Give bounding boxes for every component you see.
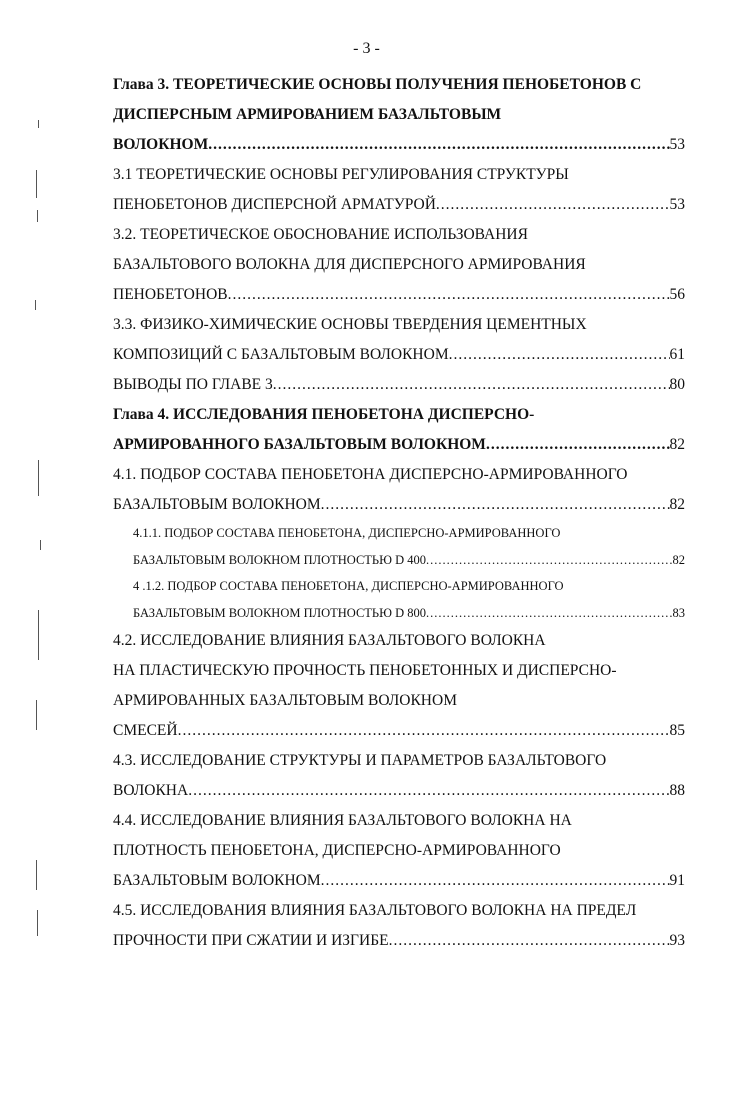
toc-last-line — [133, 600, 685, 627]
toc-entry-3-1 — [113, 160, 685, 220]
toc-line: БАЗАЛЬТОВОГО ВОЛОКНА ДЛЯ ДИСПЕРСНОГО АРМИРОВАНИЯ — [113, 256, 586, 273]
toc-text: ВОЛОКНОМ — [113, 136, 209, 153]
toc-line: 4.5. ИССЛЕДОВАНИЯ ВЛИЯНИЯ БАЗАЛЬТОВОГО ВОЛОКНА НА ПРЕДЕЛ — [113, 902, 637, 919]
toc-page-number: 88 — [669, 782, 685, 799]
toc-page-number: 85 — [669, 722, 685, 739]
dot-leader — [321, 490, 670, 520]
toc-last-line — [113, 190, 685, 220]
toc-page-number: 80 — [669, 376, 685, 393]
dot-leader — [426, 600, 673, 627]
table-of-contents — [113, 70, 685, 956]
toc-entry-4-1-1 — [113, 520, 685, 573]
dot-leader — [389, 926, 670, 956]
dot-leader — [208, 130, 669, 160]
toc-text: ВЫВОДЫ ПО ГЛАВЕ 3 — [113, 376, 273, 393]
dot-leader — [486, 430, 670, 460]
dot-leader — [273, 370, 670, 400]
toc-last-line — [113, 926, 685, 956]
dot-leader — [321, 866, 670, 896]
toc-last-line — [113, 490, 685, 520]
toc-text: АРМИРОВАННОГО БАЗАЛЬТОВЫМ ВОЛОКНОМ — [113, 436, 486, 453]
toc-last-line — [113, 430, 685, 460]
toc-line: 4.4. ИССЛЕДОВАНИЕ ВЛИЯНИЯ БАЗАЛЬТОВОГО ВОЛОКНА НА — [113, 812, 572, 829]
toc-page-number: 56 — [669, 286, 685, 303]
toc-text: СМЕСЕЙ — [113, 722, 178, 739]
toc-text: БАЗАЛЬТОВЫМ ВОЛОКНОМ ПЛОТНОСТЬЮ D 400 — [133, 552, 426, 567]
toc-entry-conclusions-3 — [113, 370, 685, 400]
toc-last-line — [113, 340, 685, 370]
toc-line: 3.1 ТЕОРЕТИЧЕСКИЕ ОСНОВЫ РЕГУЛИРОВАНИЯ СТРУКТУРЫ — [113, 166, 569, 183]
toc-last-line — [113, 370, 685, 400]
toc-entry-3-3 — [113, 310, 685, 370]
toc-line: 4.2. ИССЛЕДОВАНИЕ ВЛИЯНИЯ БАЗАЛЬТОВОГО ВОЛОКНА — [113, 632, 546, 649]
toc-line: АРМИРОВАННЫХ БАЗАЛЬТОВЫМ ВОЛОКНОМ — [113, 692, 457, 709]
toc-entry-chapter-4 — [113, 400, 685, 460]
toc-last-line — [133, 547, 685, 574]
toc-page-number: 53 — [669, 136, 685, 153]
dot-leader — [449, 340, 670, 370]
toc-entry-4-1 — [113, 460, 685, 520]
toc-text: ПРОЧНОСТИ ПРИ СЖАТИИ И ИЗГИБЕ — [113, 932, 389, 949]
dot-leader — [426, 547, 673, 574]
toc-last-line — [113, 130, 685, 160]
toc-text: БАЗАЛЬТОВЫМ ВОЛОКНОМ ПЛОТНОСТЬЮ D 800 — [133, 605, 426, 620]
toc-entry-3-2 — [113, 220, 685, 310]
toc-line: ДИСПЕРСНЫМ АРМИРОВАНИЕМ БАЗАЛЬТОВЫМ — [113, 106, 502, 123]
toc-line: 4.1. ПОДБОР СОСТАВА ПЕНОБЕТОНА ДИСПЕРСНО-АРМИРОВАННОГО — [113, 466, 628, 483]
toc-page-number: 91 — [669, 872, 685, 889]
toc-page-number: 82 — [669, 496, 685, 513]
toc-page-number: 93 — [669, 932, 685, 949]
toc-page-number: 82 — [672, 552, 685, 567]
dot-leader — [228, 280, 670, 310]
toc-page-number: 82 — [669, 436, 685, 453]
toc-line: 4.3. ИССЛЕДОВАНИЕ СТРУКТУРЫ И ПАРАМЕТРОВ БАЗАЛЬТОВОГО — [113, 752, 607, 769]
toc-line: Глава 3. ТЕОРЕТИЧЕСКИЕ ОСНОВЫ ПОЛУЧЕНИЯ ПЕНОБЕТОНОВ С — [113, 76, 642, 93]
toc-last-line — [113, 280, 685, 310]
toc-text: ПЕНОБЕТОНОВ — [113, 286, 228, 303]
toc-last-line — [113, 866, 685, 896]
toc-entry-4-2 — [113, 626, 685, 746]
dot-leader — [436, 190, 670, 220]
toc-entry-4-4 — [113, 806, 685, 896]
toc-text: БАЗАЛЬТОВЫМ ВОЛОКНОМ — [113, 872, 321, 889]
toc-entry-4-5 — [113, 896, 685, 956]
toc-line: Глава 4. ИССЛЕДОВАНИЯ ПЕНОБЕТОНА ДИСПЕРСНО- — [113, 406, 535, 423]
toc-text: БАЗАЛЬТОВЫМ ВОЛОКНОМ — [113, 496, 321, 513]
toc-page-number: 61 — [669, 346, 685, 363]
dot-leader — [178, 716, 670, 746]
toc-line: НА ПЛАСТИЧЕСКУЮ ПРОЧНОСТЬ ПЕНОБЕТОННЫХ И ДИСПЕРСНО- — [113, 662, 617, 679]
toc-text: ВОЛОКНА — [113, 782, 189, 799]
toc-text: ПЕНОБЕТОНОВ ДИСПЕРСНОЙ АРМАТУРОЙ — [113, 196, 436, 213]
toc-line: 4 .1.2. ПОДБОР СОСТАВА ПЕНОБЕТОНА, ДИСПЕРСНО-АРМИРОВАННОГО — [133, 579, 564, 593]
toc-line: 4.1.1. ПОДБОР СОСТАВА ПЕНОБЕТОНА, ДИСПЕРСНО-АРМИРОВАННОГО — [133, 526, 561, 540]
toc-entry-chapter-3 — [113, 70, 685, 160]
toc-last-line — [113, 776, 685, 806]
scan-margin-marks — [0, 0, 50, 1100]
page-number: - 3 - — [353, 40, 380, 57]
toc-last-line — [113, 716, 685, 746]
toc-page-number: 83 — [672, 605, 685, 620]
toc-entry-4-1-2 — [113, 573, 685, 626]
toc-page-number: 53 — [669, 196, 685, 213]
toc-line: ПЛОТНОСТЬ ПЕНОБЕТОНА, ДИСПЕРСНО-АРМИРОВАННОГО — [113, 842, 561, 859]
toc-text: КОМПОЗИЦИЙ С БАЗАЛЬТОВЫМ ВОЛОКНОМ — [113, 346, 449, 363]
toc-entry-4-3 — [113, 746, 685, 806]
toc-line: 3.3. ФИЗИКО-ХИМИЧЕСКИЕ ОСНОВЫ ТВЕРДЕНИЯ ЦЕМЕНТНЫХ — [113, 316, 587, 333]
dot-leader — [188, 776, 669, 806]
toc-line: 3.2. ТЕОРЕТИЧЕСКОЕ ОБОСНОВАНИЕ ИСПОЛЬЗОВАНИЯ — [113, 226, 528, 243]
